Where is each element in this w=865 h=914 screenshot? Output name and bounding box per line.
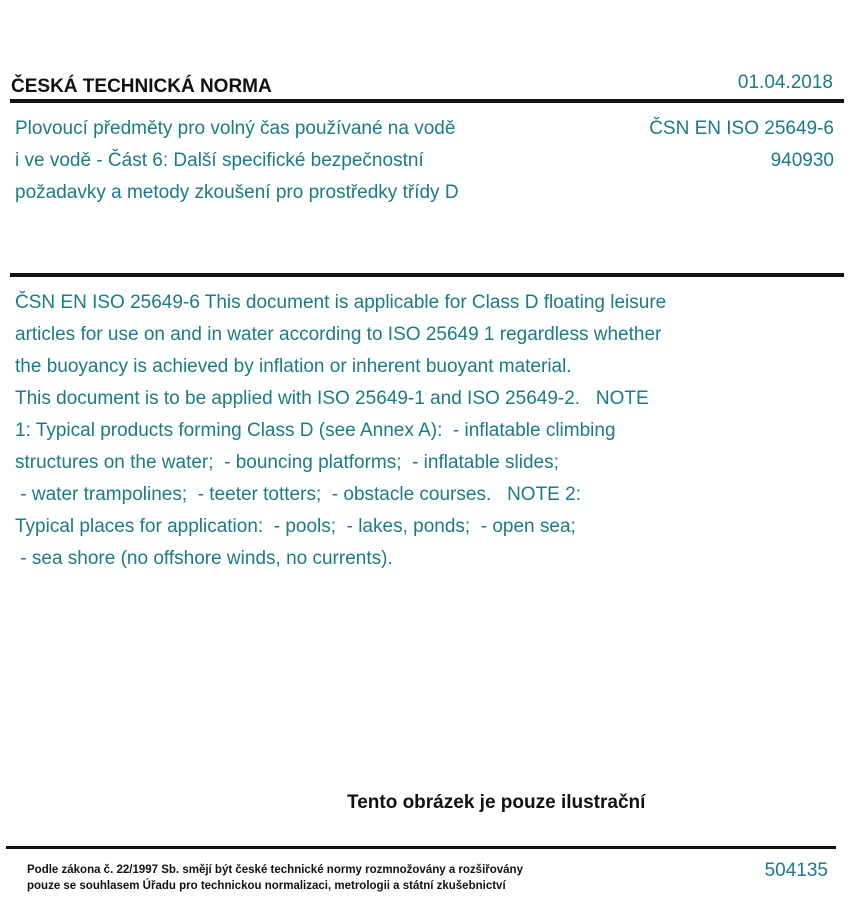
abstract-line: Typical places for application: - pools; - lakes, ponds; - open sea; xyxy=(15,516,576,537)
abstract-line: the buoyancy is achieved by inflation or inherent buoyant material. xyxy=(15,356,572,377)
abstract-line: 1: Typical products forming Class D (see Annex A): - inflatable climbing xyxy=(15,420,616,441)
standard-identifiers xyxy=(649,113,834,177)
standard-title-line: Plovoucí předměty pro volný čas používané na vodě xyxy=(15,118,456,139)
abstract-line: - sea shore (no offshore winds, no currents). xyxy=(15,548,393,569)
classification-number: 940930 xyxy=(770,150,834,171)
org-title: ČESKÁ TECHNICKÁ NORMA xyxy=(11,76,272,97)
header-divider xyxy=(10,99,844,103)
standard-title-line: požadavky a metody zkoušení pro prostředky třídy D xyxy=(15,182,459,203)
legal-notice xyxy=(27,862,523,894)
illustration-note: Tento obrázek je pouze ilustrační xyxy=(347,792,646,813)
abstract-line: This document is to be applied with ISO 25649-1 and ISO 25649-2. NOTE xyxy=(15,388,649,409)
standard-title-line: i ve vodě - Část 6: Další specifické bezpečnostní xyxy=(15,150,424,171)
legal-notice-line: Podle zákona č. 22/1997 Sb. smějí být české technické normy rozmnožovány a rozšiřovány xyxy=(27,864,523,876)
standard-title xyxy=(15,113,535,209)
abstract-line: structures on the water; - bouncing platforms; - inflatable slides; xyxy=(15,452,559,473)
issue-date: 01.04.2018 xyxy=(737,72,833,93)
abstract-line: ČSN EN ISO 25649-6 This document is applicable for Class D floating leisure xyxy=(15,292,667,313)
document-id: 504135 xyxy=(764,860,828,881)
legal-notice-line: pouze se souhlasem Úřadu pro technickou normalizaci, metrologii a státní zkušebnictví xyxy=(27,880,506,892)
abstract-text xyxy=(15,287,775,575)
abstract-line: articles for use on and in water according to ISO 25649 1 regardless whether xyxy=(15,324,662,345)
abstract-line: - water trampolines; - teeter totters; - obstacle courses. NOTE 2: xyxy=(15,484,581,505)
section-divider xyxy=(10,273,844,277)
footer-divider xyxy=(6,846,836,849)
standard-code: ČSN EN ISO 25649-6 xyxy=(649,118,834,139)
